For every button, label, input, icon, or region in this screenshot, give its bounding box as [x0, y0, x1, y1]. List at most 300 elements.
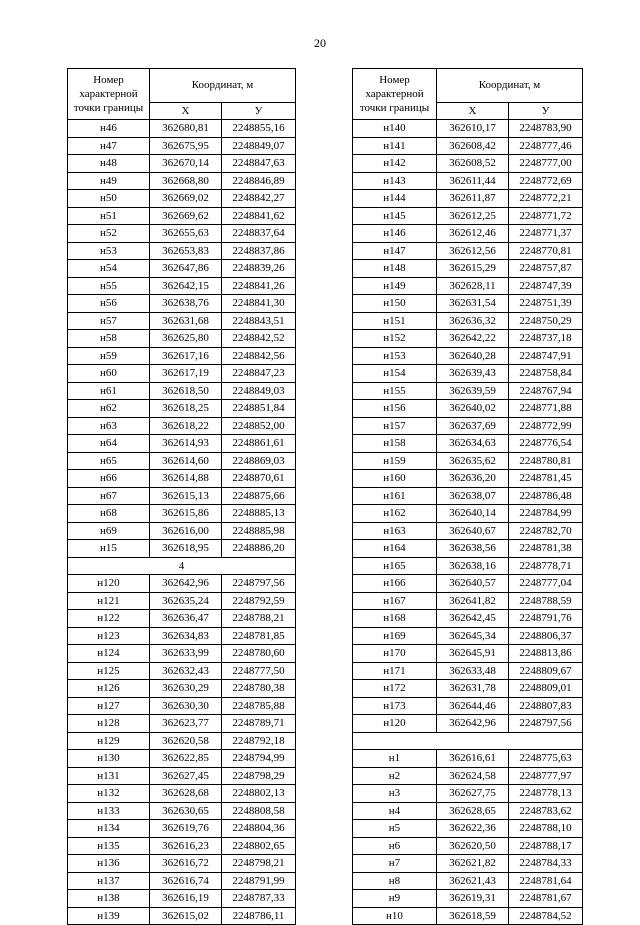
point-id-cell: н172: [353, 680, 437, 698]
y-cell: 2248797,56: [509, 715, 583, 733]
x-cell: 362634,83: [150, 627, 222, 645]
x-cell: 362617,16: [150, 347, 222, 365]
point-id-cell: н7: [353, 855, 437, 873]
y-cell: 2248885,13: [222, 505, 296, 523]
x-cell: 362621,82: [437, 855, 509, 873]
table-row: [68, 855, 296, 873]
y-cell: 2248771,88: [509, 400, 583, 418]
point-id-cell: н126: [68, 680, 150, 698]
point-id-cell: н125: [68, 662, 150, 680]
table-row: [353, 452, 583, 470]
y-cell: 2248780,81: [509, 452, 583, 470]
table-row: [353, 505, 583, 523]
table-row: [68, 155, 296, 173]
point-id-cell: н131: [68, 767, 150, 785]
table-row: [68, 872, 296, 890]
table-row: [68, 137, 296, 155]
y-header: У: [509, 103, 583, 120]
section-label: 4: [68, 557, 296, 575]
y-cell: 2248777,50: [222, 662, 296, 680]
y-cell: 2248842,27: [222, 190, 296, 208]
point-id-cell: н64: [68, 435, 150, 453]
y-cell: 2248837,86: [222, 242, 296, 260]
y-cell: 2248771,72: [509, 207, 583, 225]
left-section: [68, 557, 296, 575]
table-row: [353, 610, 583, 628]
point-id-cell: н62: [68, 400, 150, 418]
x-cell: 362645,91: [437, 645, 509, 663]
x-cell: 362618,95: [150, 540, 222, 558]
y-cell: 2248804,36: [222, 820, 296, 838]
x-cell: 362675,95: [150, 137, 222, 155]
y-cell: 2248783,90: [509, 120, 583, 138]
table-row: [68, 890, 296, 908]
y-cell: 2248788,10: [509, 820, 583, 838]
table-row: [353, 872, 583, 890]
y-cell: 2248775,63: [509, 750, 583, 768]
point-id-cell: н53: [68, 242, 150, 260]
table-row: [353, 627, 583, 645]
x-cell: 362616,19: [150, 890, 222, 908]
y-cell: 2248802,13: [222, 785, 296, 803]
point-id-cell: н123: [68, 627, 150, 645]
x-cell: 362618,50: [150, 382, 222, 400]
y-cell: 2248808,58: [222, 802, 296, 820]
table-row: [353, 400, 583, 418]
table-row: [353, 767, 583, 785]
x-cell: 362636,47: [150, 610, 222, 628]
x-cell: 362637,69: [437, 417, 509, 435]
y-cell: 2248771,37: [509, 225, 583, 243]
table-row: [68, 907, 296, 925]
x-cell: 362616,72: [150, 855, 222, 873]
point-id-cell: н10: [353, 907, 437, 925]
point-id-cell: н68: [68, 505, 150, 523]
table-row: [353, 697, 583, 715]
y-cell: 2248788,17: [509, 837, 583, 855]
y-cell: 2248786,11: [222, 907, 296, 925]
point-id-cell: н171: [353, 662, 437, 680]
x-cell: 362668,80: [150, 172, 222, 190]
x-cell: 362628,65: [437, 802, 509, 820]
point-id-cell: н9: [353, 890, 437, 908]
x-cell: 362680,81: [150, 120, 222, 138]
y-cell: 2248747,39: [509, 277, 583, 295]
table-row: [353, 417, 583, 435]
point-id-cell: н165: [353, 557, 437, 575]
y-cell: 2248852,00: [222, 417, 296, 435]
point-id-cell: н134: [68, 820, 150, 838]
coordinates-table-left: [67, 68, 296, 925]
point-id-cell: н154: [353, 365, 437, 383]
table-row: [68, 330, 296, 348]
blank-separator-row: [353, 732, 583, 750]
point-id-cell: н152: [353, 330, 437, 348]
x-cell: 362620,50: [437, 837, 509, 855]
table-row: [68, 610, 296, 628]
table-row: [353, 382, 583, 400]
x-cell: 362618,25: [150, 400, 222, 418]
point-id-cell: н166: [353, 575, 437, 593]
x-cell: 362622,36: [437, 820, 509, 838]
y-cell: 2248809,67: [509, 662, 583, 680]
y-cell: 2248791,99: [222, 872, 296, 890]
x-cell: 362608,52: [437, 155, 509, 173]
point-id-cell: н59: [68, 347, 150, 365]
y-cell: 2248788,59: [509, 592, 583, 610]
y-cell: 2248886,20: [222, 540, 296, 558]
y-cell: 2248847,63: [222, 155, 296, 173]
y-cell: 2248776,54: [509, 435, 583, 453]
table-row: [68, 732, 296, 750]
y-cell: 2248849,07: [222, 137, 296, 155]
table-row: [353, 120, 583, 138]
point-id-cell: н65: [68, 452, 150, 470]
y-cell: 2248782,70: [509, 522, 583, 540]
y-cell: 2248781,64: [509, 872, 583, 890]
y-cell: 2248851,84: [222, 400, 296, 418]
table-row: [353, 172, 583, 190]
point-id-cell: н122: [68, 610, 150, 628]
table-row: [68, 715, 296, 733]
y-cell: 2248839,26: [222, 260, 296, 278]
left-rows-a: [68, 120, 296, 558]
x-cell: 362631,78: [437, 680, 509, 698]
x-cell: 362615,29: [437, 260, 509, 278]
point-id-cell: н155: [353, 382, 437, 400]
point-id-cell: н142: [353, 155, 437, 173]
y-cell: 2248750,29: [509, 312, 583, 330]
table-row: [353, 225, 583, 243]
table-row: [353, 260, 583, 278]
table-row: [353, 470, 583, 488]
x-cell: 362616,74: [150, 872, 222, 890]
x-cell: 362645,34: [437, 627, 509, 645]
table-row: [68, 225, 296, 243]
point-id-cell: н136: [68, 855, 150, 873]
point-id-cell: н15: [68, 540, 150, 558]
y-header: У: [222, 103, 296, 120]
point-id-cell: н163: [353, 522, 437, 540]
table-row: [353, 785, 583, 803]
y-cell: 2248757,87: [509, 260, 583, 278]
point-id-cell: н69: [68, 522, 150, 540]
y-cell: 2248787,33: [222, 890, 296, 908]
point-id-cell: н143: [353, 172, 437, 190]
x-cell: 362644,46: [437, 697, 509, 715]
table-row: [68, 452, 296, 470]
table-row: [68, 470, 296, 488]
x-cell: 362653,83: [150, 242, 222, 260]
table-row: [353, 207, 583, 225]
x-cell: 362640,14: [437, 505, 509, 523]
point-id-cell: н147: [353, 242, 437, 260]
y-cell: 2248783,62: [509, 802, 583, 820]
table-row: [68, 487, 296, 505]
y-cell: 2248751,39: [509, 295, 583, 313]
x-cell: 362640,02: [437, 400, 509, 418]
x-cell: 362647,86: [150, 260, 222, 278]
table-row: [68, 277, 296, 295]
table-row: [353, 645, 583, 663]
x-cell: 362608,42: [437, 137, 509, 155]
y-cell: 2248737,18: [509, 330, 583, 348]
point-id-cell: н124: [68, 645, 150, 663]
x-header: X: [150, 103, 222, 120]
x-cell: 362611,87: [437, 190, 509, 208]
y-cell: 2248780,60: [222, 645, 296, 663]
point-id-cell: н170: [353, 645, 437, 663]
x-cell: 362612,25: [437, 207, 509, 225]
y-cell: 2248797,56: [222, 575, 296, 593]
y-cell: 2248846,89: [222, 172, 296, 190]
x-cell: 362614,93: [150, 435, 222, 453]
y-cell: 2248841,62: [222, 207, 296, 225]
point-id-cell: н145: [353, 207, 437, 225]
table-row: [353, 680, 583, 698]
point-column-header: Номер характерной точки границы: [68, 69, 150, 120]
y-cell: 2248855,16: [222, 120, 296, 138]
point-id-cell: н50: [68, 190, 150, 208]
point-id-cell: н47: [68, 137, 150, 155]
point-id-cell: н168: [353, 610, 437, 628]
y-cell: 2248772,69: [509, 172, 583, 190]
x-cell: 362610,17: [437, 120, 509, 138]
point-id-cell: н66: [68, 470, 150, 488]
y-cell: 2248777,04: [509, 575, 583, 593]
x-cell: 362616,00: [150, 522, 222, 540]
table-row: [353, 277, 583, 295]
x-cell: 362612,46: [437, 225, 509, 243]
x-cell: 362615,86: [150, 505, 222, 523]
y-cell: 2248842,52: [222, 330, 296, 348]
table-row: [353, 137, 583, 155]
x-cell: 362632,43: [150, 662, 222, 680]
table-row: [68, 505, 296, 523]
y-cell: 2248777,00: [509, 155, 583, 173]
table-row: [68, 295, 296, 313]
x-cell: 362627,75: [437, 785, 509, 803]
table-row: [353, 750, 583, 768]
table-row: [68, 767, 296, 785]
x-cell: 362616,23: [150, 837, 222, 855]
table-row: [353, 715, 583, 733]
x-cell: 362627,45: [150, 767, 222, 785]
y-cell: 2248788,21: [222, 610, 296, 628]
table-row: [353, 242, 583, 260]
point-id-cell: н139: [68, 907, 150, 925]
table-row: [68, 662, 296, 680]
y-cell: 2248798,29: [222, 767, 296, 785]
x-cell: 362636,20: [437, 470, 509, 488]
x-cell: 362641,82: [437, 592, 509, 610]
point-id-cell: н148: [353, 260, 437, 278]
point-id-cell: н61: [68, 382, 150, 400]
x-cell: 362655,63: [150, 225, 222, 243]
y-cell: 2248786,48: [509, 487, 583, 505]
table-row: [68, 785, 296, 803]
table-row: [68, 382, 296, 400]
table-row: [68, 837, 296, 855]
x-cell: 362638,56: [437, 540, 509, 558]
x-cell: 362638,76: [150, 295, 222, 313]
table-row: [68, 207, 296, 225]
x-cell: 362615,13: [150, 487, 222, 505]
y-cell: 2248869,03: [222, 452, 296, 470]
point-id-cell: н153: [353, 347, 437, 365]
y-cell: 2248847,23: [222, 365, 296, 383]
x-cell: 362642,45: [437, 610, 509, 628]
point-id-cell: н140: [353, 120, 437, 138]
x-cell: 362633,48: [437, 662, 509, 680]
point-id-cell: н151: [353, 312, 437, 330]
table-row: [68, 522, 296, 540]
table-row: [353, 837, 583, 855]
x-cell: 362631,68: [150, 312, 222, 330]
x-cell: 362642,96: [437, 715, 509, 733]
x-cell: 362616,61: [437, 750, 509, 768]
point-id-cell: н133: [68, 802, 150, 820]
y-cell: 2248861,61: [222, 435, 296, 453]
point-id-cell: н8: [353, 872, 437, 890]
page-number: 20: [314, 36, 326, 50]
point-id-cell: н55: [68, 277, 150, 295]
x-cell: 362611,44: [437, 172, 509, 190]
y-cell: 2248778,13: [509, 785, 583, 803]
point-id-cell: н137: [68, 872, 150, 890]
y-cell: 2248809,01: [509, 680, 583, 698]
x-cell: 362615,02: [150, 907, 222, 925]
x-cell: 362640,57: [437, 575, 509, 593]
point-id-cell: н160: [353, 470, 437, 488]
point-id-cell: н6: [353, 837, 437, 855]
x-cell: 362636,32: [437, 312, 509, 330]
y-cell: 2248813,86: [509, 645, 583, 663]
y-cell: 2248770,81: [509, 242, 583, 260]
x-cell: 362620,58: [150, 732, 222, 750]
x-cell: 362639,43: [437, 365, 509, 383]
x-cell: 362623,77: [150, 715, 222, 733]
table-row: [353, 592, 583, 610]
point-id-cell: н67: [68, 487, 150, 505]
table-row: [353, 435, 583, 453]
point-id-cell: н128: [68, 715, 150, 733]
table-row: [353, 155, 583, 173]
y-cell: 2248802,65: [222, 837, 296, 855]
point-id-cell: н159: [353, 452, 437, 470]
table-row: [68, 820, 296, 838]
x-cell: 362614,60: [150, 452, 222, 470]
y-cell: 2248780,38: [222, 680, 296, 698]
table-row: [68, 540, 296, 558]
table-row: [68, 312, 296, 330]
point-id-cell: н46: [68, 120, 150, 138]
y-cell: 2248777,97: [509, 767, 583, 785]
point-id-cell: н169: [353, 627, 437, 645]
table-row: [68, 365, 296, 383]
point-id-cell: н3: [353, 785, 437, 803]
point-id-cell: н49: [68, 172, 150, 190]
table-row: [353, 522, 583, 540]
x-cell: 362642,22: [437, 330, 509, 348]
y-cell: 2248794,99: [222, 750, 296, 768]
table-row: [68, 120, 296, 138]
table-row: [68, 645, 296, 663]
table-row: [353, 575, 583, 593]
table-row: [68, 802, 296, 820]
point-id-cell: н144: [353, 190, 437, 208]
table-row: [353, 190, 583, 208]
table-row: [68, 680, 296, 698]
table-row: [353, 540, 583, 558]
x-cell: 362614,88: [150, 470, 222, 488]
table-row: [68, 627, 296, 645]
point-id-cell: н120: [68, 575, 150, 593]
y-cell: 2248781,67: [509, 890, 583, 908]
point-id-cell: н58: [68, 330, 150, 348]
x-cell: 362630,30: [150, 697, 222, 715]
x-cell: 362638,07: [437, 487, 509, 505]
point-id-cell: н150: [353, 295, 437, 313]
table-row: [353, 347, 583, 365]
point-id-cell: н156: [353, 400, 437, 418]
y-cell: 2248798,21: [222, 855, 296, 873]
point-id-cell: н138: [68, 890, 150, 908]
point-id-cell: н135: [68, 837, 150, 855]
table-row: [68, 347, 296, 365]
table-row: [353, 820, 583, 838]
x-cell: 362617,19: [150, 365, 222, 383]
y-cell: 2248758,84: [509, 365, 583, 383]
y-cell: 2248849,03: [222, 382, 296, 400]
x-cell: 362630,29: [150, 680, 222, 698]
y-cell: 2248772,99: [509, 417, 583, 435]
point-id-cell: н63: [68, 417, 150, 435]
x-cell: 362669,02: [150, 190, 222, 208]
x-cell: 362642,15: [150, 277, 222, 295]
x-cell: 362670,14: [150, 155, 222, 173]
x-cell: 362612,56: [437, 242, 509, 260]
x-cell: 362669,62: [150, 207, 222, 225]
point-id-cell: н157: [353, 417, 437, 435]
y-cell: 2248841,26: [222, 277, 296, 295]
point-id-cell: н146: [353, 225, 437, 243]
point-column-header: Номер характерной точки границы: [353, 69, 437, 120]
y-cell: 2248843,51: [222, 312, 296, 330]
table-row: [68, 592, 296, 610]
right-rows-b: [353, 750, 583, 925]
point-id-cell: н51: [68, 207, 150, 225]
point-id-cell: н4: [353, 802, 437, 820]
table-row: [353, 907, 583, 925]
y-cell: 2248784,52: [509, 907, 583, 925]
table-row: [353, 330, 583, 348]
x-cell: 362635,24: [150, 592, 222, 610]
right-rows-a: [353, 120, 583, 733]
point-id-cell: н60: [68, 365, 150, 383]
x-cell: 362633,99: [150, 645, 222, 663]
point-id-cell: н149: [353, 277, 437, 295]
y-cell: 2248784,99: [509, 505, 583, 523]
table-row: [353, 312, 583, 330]
y-cell: 2248842,56: [222, 347, 296, 365]
point-id-cell: н164: [353, 540, 437, 558]
point-id-cell: н1: [353, 750, 437, 768]
point-id-cell: н5: [353, 820, 437, 838]
point-id-cell: н162: [353, 505, 437, 523]
y-cell: 2248784,33: [509, 855, 583, 873]
y-cell: 2248778,71: [509, 557, 583, 575]
